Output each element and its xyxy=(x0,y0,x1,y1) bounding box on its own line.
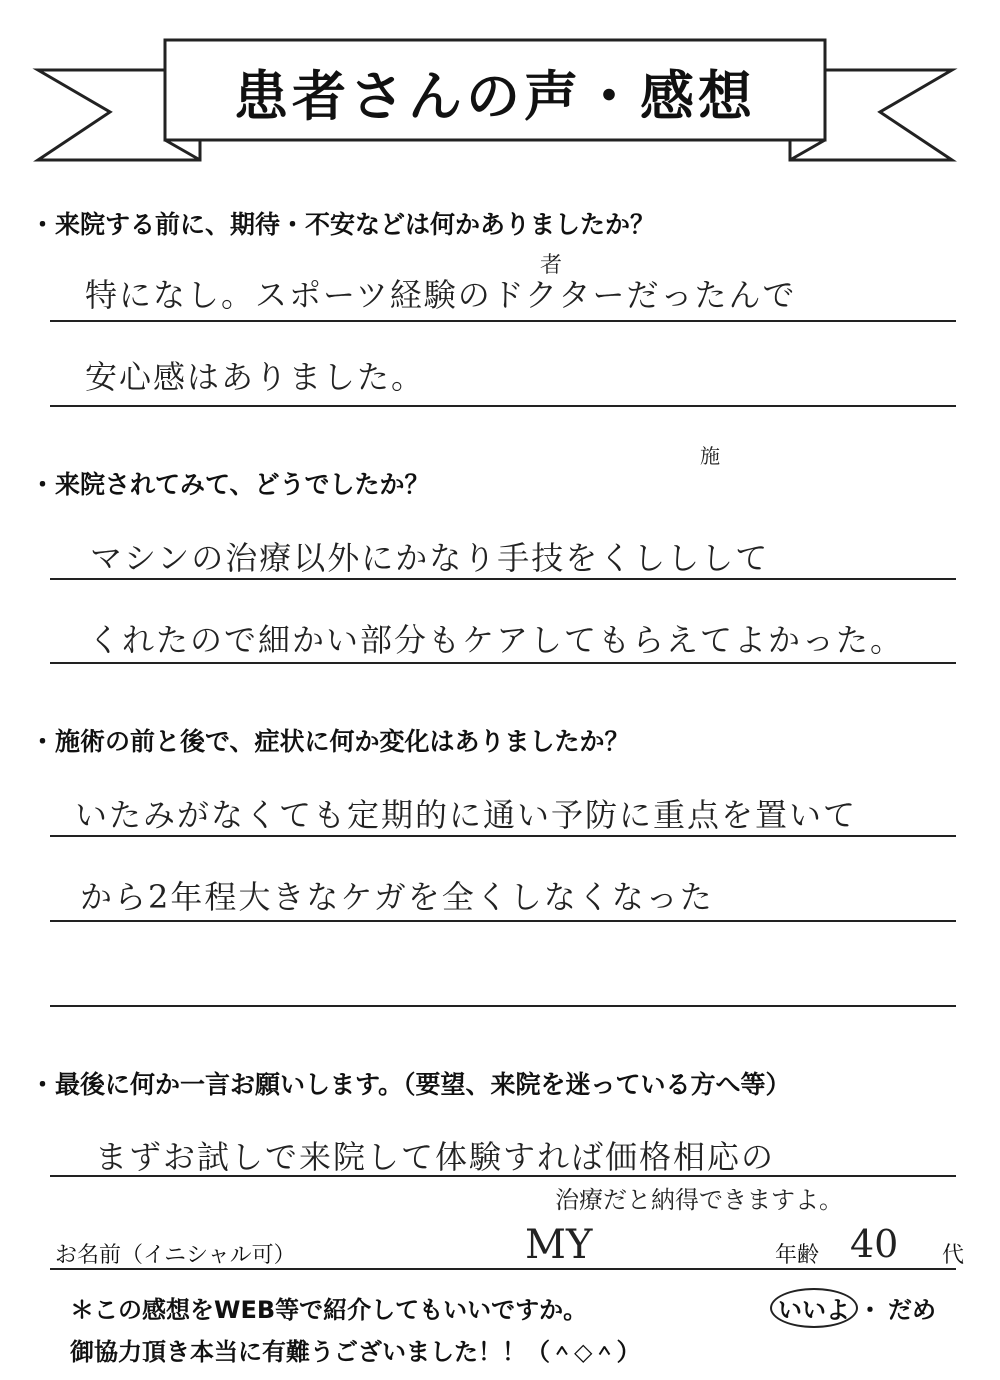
answer-1-line-1: 特になし。スポーツ経験のドクターだったんで xyxy=(85,276,797,314)
question-3: ・施術の前と後で、症状に何か変化はありましたか？ xyxy=(30,727,630,756)
answer-4-line-1: まずお試しで来院して体験すれば価格相応の xyxy=(95,1138,776,1176)
age-label: 年齢 xyxy=(775,1243,820,1268)
answer-2-line-1: マシンの治療以外にかなり手技をくししして xyxy=(90,539,770,577)
age-suffix: 代 xyxy=(942,1243,965,1268)
answer-1-line-2: 安心感はありました。 xyxy=(85,358,426,396)
answer-3-line-2: から2年程大きなケガを全くしなくなった xyxy=(80,878,714,916)
question-2: ・来院されてみて、どうでしたか？ xyxy=(30,470,430,499)
question-1: ・来院する前に、期待・不安などは何かありましたか？ xyxy=(30,210,656,239)
consent-sep: ・ xyxy=(858,1296,882,1324)
thanks-message: 御協力頂き本当に有難うございました！！（＾◇＾） xyxy=(70,1338,641,1366)
page-title: 患者さんの声・感想 xyxy=(234,64,756,128)
answer-3-line-1: いたみがなくても定期的に通い予防に重点を置いて xyxy=(75,796,858,834)
answer-line xyxy=(50,1175,956,1177)
answer-2-insert: 施 xyxy=(700,444,720,468)
web-consent-question: ＊この感想をWEB等で紹介してもいいですか。 xyxy=(70,1296,588,1324)
answer-line xyxy=(50,920,956,922)
answer-line xyxy=(50,1005,956,1007)
consent-no: だめ xyxy=(888,1296,936,1324)
answer-line xyxy=(50,662,956,664)
consent-yes: いいよ xyxy=(778,1296,850,1324)
answer-line xyxy=(50,405,956,407)
answer-2-line-2: くれたので細かい部分もケアしてもらえてよかった。 xyxy=(88,621,905,659)
name-value: MY xyxy=(525,1222,593,1268)
answer-line xyxy=(50,578,956,580)
name-line xyxy=(50,1268,956,1270)
answer-line xyxy=(50,320,956,322)
age-value: 40 xyxy=(850,1222,899,1266)
answer-line xyxy=(50,835,956,837)
answer-1-insert: 者 xyxy=(540,253,563,278)
answer-4-line-2: 治療だと納得できますよ。 xyxy=(555,1186,843,1214)
name-label: お名前（イニシャル可） xyxy=(55,1243,296,1268)
question-4: ・最後に何か一言お願いします。（要望、来院を迷っている方へ等） xyxy=(30,1070,791,1099)
